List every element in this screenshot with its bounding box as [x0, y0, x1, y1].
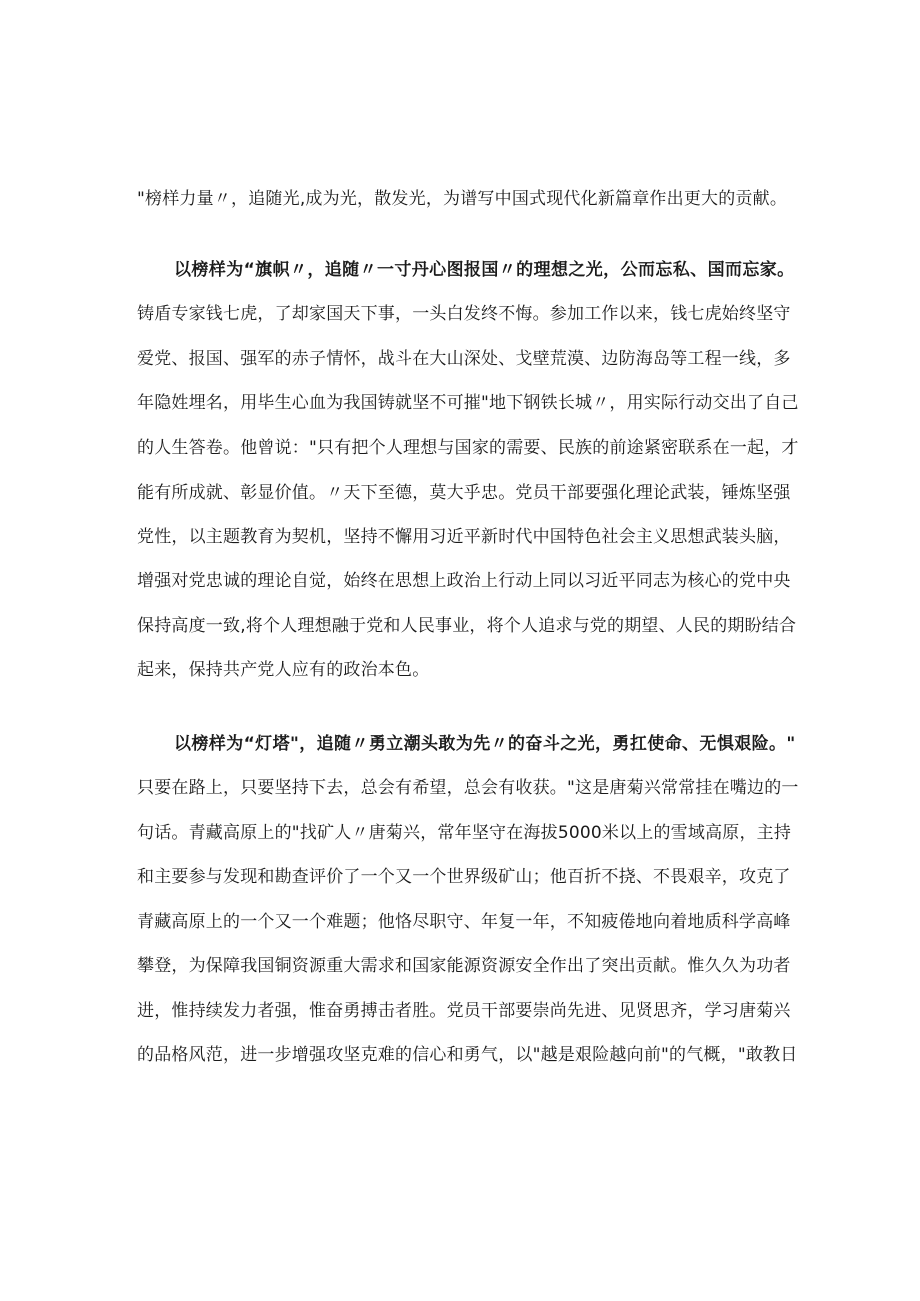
- paragraph-1-line-9: 起来，保持共产党人应有的政治本色。: [137, 660, 430, 680]
- paragraph-2-line-1: 只要在路上，只要坚持下去，总会有希望，总会有收获。"这是唐菊兴常常挂在嘴边的一: [137, 778, 799, 798]
- paragraph-1-line-8: 保持高度一致,将个人理想融于党和人民事业，将个人追求与党的期望、人民的期盼结合: [137, 616, 797, 636]
- paragraph-1-line-4: 的人生答卷。他曾说："只有把个人理想与国家的需要、民族的前途紧密联系在一起，才: [137, 438, 799, 458]
- paragraph-1-line-7: 增强对党忠诚的理论自觉，始终在思想上政治上行动上同以习近平同志为核心的党中央: [137, 571, 791, 591]
- paragraph-1-line-6: 党性，以主题教育为契机，坚持不懈用习近平新时代中国特色社会主义思想武装头脑，: [137, 527, 791, 547]
- paragraph-0-line-1: "榜样力量〃，追随光,成为光，散发光，为谱写中国式现代化新篇章作出更大的贡献。: [137, 189, 788, 209]
- paragraph-1-line-3: 年隐姓埋名，用毕生心血为我国铸就坚不可摧"地下钢铁长城〃，用实际行动交出了自己: [137, 393, 799, 413]
- paragraph-1-line-1: 铸盾专家钱七虎，了却家国天下事，一头白发终不悔。参加工作以来，钱七虎始终坚守: [137, 304, 791, 324]
- paragraph-2-line-5: 攀登，为保障我国铜资源重大需求和国家能源资源安全作出了突出贡献。惟久久为功者: [137, 956, 791, 976]
- paragraph-2-line-3: 和主要参与发现和勘查评价了一个又一个世界级矿山；他百折不挠、不畏艰辛，攻克了: [137, 867, 791, 887]
- paragraph-1-line-2: 爱党、报国、强军的赤子情怀，战斗在大山深处、戈壁荒漠、边防海岛等工程一线，多: [137, 349, 791, 369]
- paragraph-2-line-4: 青藏高原上的一个又一个难题；他恪尽职守、年复一年，不知疲倦地向着地质科学高峰: [137, 912, 791, 932]
- paragraph-2-heading: 以榜样为“灯塔"，追随〃勇立潮头敢为先〃的奋斗之光，勇扛使命、无惧艰险。": [174, 734, 796, 754]
- paragraph-1-heading: 以榜样为“旗帜〃，追随〃一寸丹心图报国〃的理想之光，公而忘私、国而忘家。: [174, 260, 795, 280]
- paragraph-2-line-2: 句话。青藏高原上的"找矿人〃唐菊兴，常年坚守在海拔5000米以上的雪域高原，主持: [137, 823, 792, 843]
- paragraph-2-line-6: 进，惟持续发力者强，惟奋勇搏击者胜。党员干部要崇尚先进、见贤思齐，学习唐菊兴: [137, 1001, 791, 1021]
- paragraph-2-line-7: 的品格风范，进一步增强攻坚克难的信心和勇气，以"越是艰险越向前"的气概，"敢教日: [137, 1045, 798, 1065]
- paragraph-1-line-5: 能有所成就、彰显价值。〃天下至德，莫大乎忠。党员干部要强化理论武装，锤炼坚强: [137, 483, 791, 503]
